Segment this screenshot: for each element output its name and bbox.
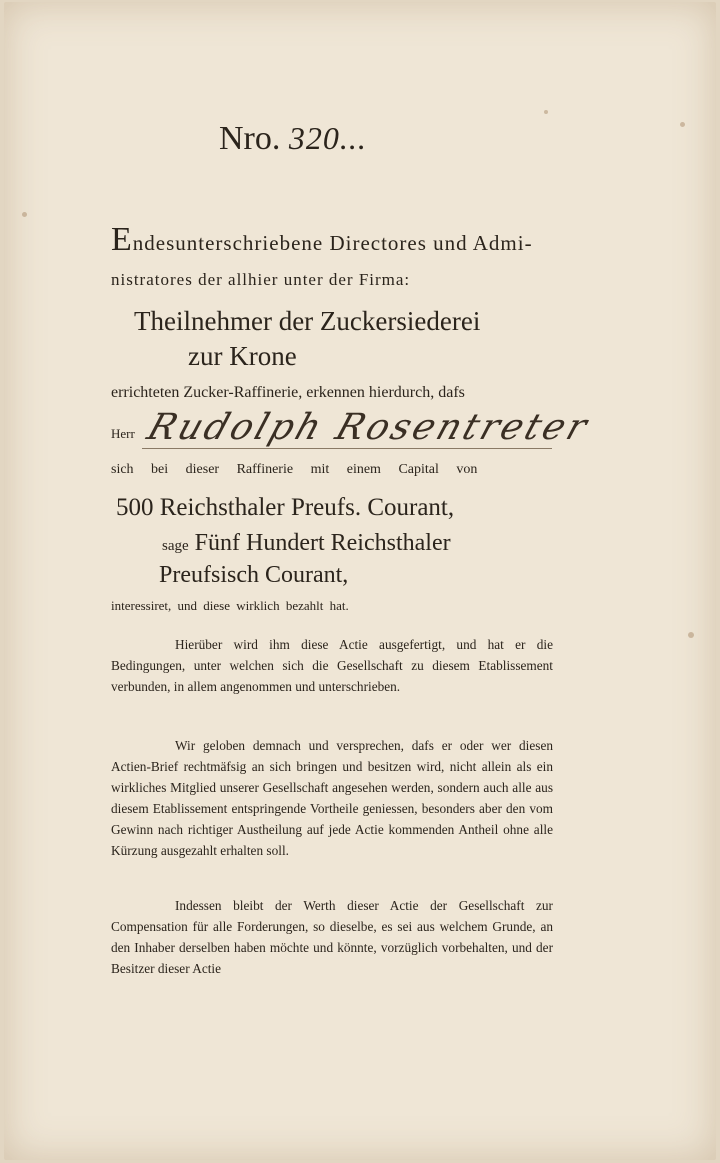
herr-label: Herr: [111, 426, 135, 441]
number-prefix: Nro.: [219, 120, 281, 157]
intro-line-2: nistratores der allhier unter der Firma:: [111, 270, 411, 289]
paragraph-2-text: Wir geloben demnach und versprechen, dafs er oder wer diesen Actien-Brief rechtmäfsig an sich bringen und besitzen wird, nicht allein als ein wirkliches Mitglied unserer Gesellschaft angesehen werden, sondern auch alle aus diesem Etablissement entspringende Vortheile geniessen, besonders aber den vom Gewinn nach richtiger Austheilung auf jede Actie kommenden Antheil ohne alle Kürzung ausgezahlt erhalten soll.: [111, 738, 553, 858]
holder-signature: Rudolph Rosentreter: [142, 407, 595, 448]
initial-capital: E: [111, 221, 133, 258]
company-name-line-2: zur Krone: [188, 341, 297, 371]
capital-line: sich bei dieser Raffinerie mit einem Capital von: [111, 462, 478, 477]
paid-line: interessiret, und diese wirklich bezahlt hat.: [111, 598, 349, 613]
raffinerie-line: errichteten Zucker-Raffinerie, erkennen hierdurch, dafs: [111, 384, 465, 401]
paper-stain: [544, 110, 548, 114]
company-name-line-1: Theilnehmer der Zuckersiederei: [134, 306, 481, 336]
amount-line-2: [162, 530, 451, 557]
certificate-number: [219, 120, 367, 158]
paragraph-1-text: Hierüber wird ihm diese Actie ausgefertigt, und hat er die Bedingungen, unter welchen sich die Gesellschaft zu diesem Etablissement verbunden, in allem angenommen und unterschrieben.: [111, 637, 553, 694]
paragraph-3-text: Indessen bleibt der Werth dieser Actie der Gesellschaft zur Compensation für alle Forderungen, so dieselbe, es sei aus welchem Grunde, an den Inhaber derselben haben möchte und könnte, vorzüglich vorbehalten, und der Besitzer dieser Actie: [111, 898, 553, 976]
paper-stain: [688, 632, 694, 638]
signature-line: [142, 448, 552, 449]
amount-line-3: Preufsisch Courant,: [159, 562, 349, 588]
amount-words: Fünf Hundert Reichsthaler: [194, 530, 451, 556]
sage-label: sage: [162, 538, 189, 554]
paragraph-1: [111, 634, 553, 697]
paragraph-2: [111, 735, 553, 861]
paragraph-3: [111, 895, 553, 979]
number-value: 320...: [288, 120, 367, 156]
paper-stain: [22, 212, 27, 217]
certificate-page: [4, 2, 716, 1160]
intro-line-1: [111, 221, 533, 258]
paper-stain: [680, 122, 685, 127]
amount-line-1: 500 Reichsthaler Preufs. Courant,: [116, 494, 455, 521]
intro-line-1-text: ndesunterschriebene Directores und Admi-: [132, 231, 533, 255]
